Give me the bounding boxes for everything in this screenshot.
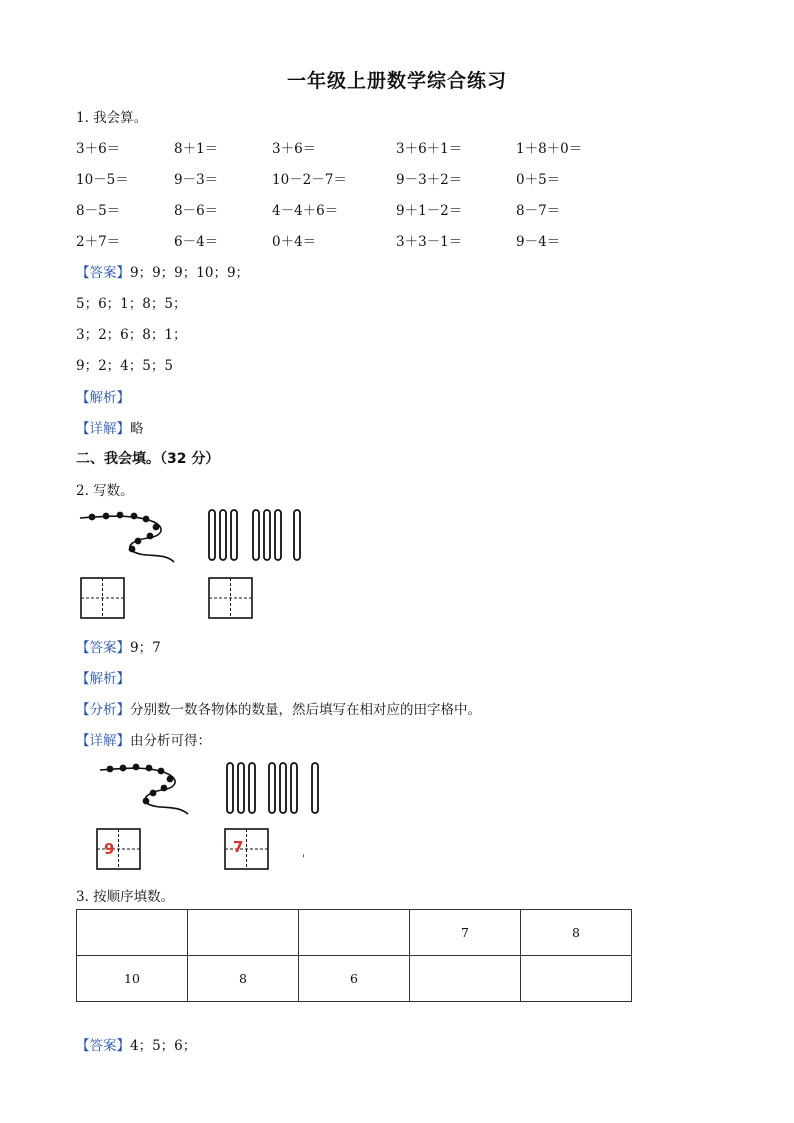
sticks-image xyxy=(206,508,306,562)
calc-item: 3＋6＋1＝ xyxy=(396,141,463,157)
bead-string-image xyxy=(76,508,186,566)
calc-item: 3＋6＝ xyxy=(272,141,317,157)
q1-answer-line: 9；2；4；5；5 xyxy=(76,358,173,374)
detail-text: 略 xyxy=(130,421,144,437)
table-cell: 7 xyxy=(410,910,521,956)
section-heading: 二、我会填。（32 分） xyxy=(76,451,220,467)
calc-row xyxy=(76,168,636,188)
calc-item: 6－4＝ xyxy=(174,234,219,250)
sticks-image xyxy=(224,761,324,815)
calc-item: 1＋8＋0＝ xyxy=(516,141,583,157)
calc-item: 4－4＋6＝ xyxy=(272,203,339,219)
table-cell: 8 xyxy=(188,956,299,1002)
q2-answer xyxy=(76,636,161,656)
table-cell[interactable] xyxy=(521,956,632,1002)
tian-grid-box[interactable] xyxy=(80,577,126,619)
q1-answer-line: 3；2；6；8；1； xyxy=(76,327,187,343)
calc-item: 8－5＝ xyxy=(76,203,121,219)
fenxi-tag: 【分析】 xyxy=(76,702,130,718)
analysis-tag: 【解析】 xyxy=(76,671,130,687)
table-row xyxy=(77,910,632,956)
calc-item: 3＋6＝ xyxy=(76,141,121,157)
filled-tian-grid-box xyxy=(224,828,270,870)
detail-tag: 【详解】 xyxy=(76,421,130,437)
calc-item: 8－7＝ xyxy=(516,203,561,219)
calc-row xyxy=(76,137,636,157)
page-title: 一年级上册数学综合练习 xyxy=(286,70,507,92)
filled-tian-grid-box xyxy=(96,828,142,870)
bead-string-image xyxy=(96,760,196,818)
calc-item: 8－6＝ xyxy=(174,203,219,219)
filled-digit: 7 xyxy=(233,838,244,856)
analysis-tag: 【解析】 xyxy=(76,390,130,406)
fenxi-text: 分别数一数各物体的数量，然后填写在相对应的田字格中。 xyxy=(130,702,481,718)
calc-item: 0＋4＝ xyxy=(272,234,317,250)
calc-item: 0＋5＝ xyxy=(516,172,561,188)
answer-text: 9；9；9；10；9； xyxy=(130,265,250,281)
q1-answer-line xyxy=(76,261,249,281)
calc-item: 9－4＝ xyxy=(516,234,561,250)
answer-tag: 【答案】 xyxy=(76,640,130,656)
filled-digit: 9 xyxy=(104,840,115,858)
question-2-label: 2. 写数。 xyxy=(76,483,134,499)
calc-item: 2＋7＝ xyxy=(76,234,121,250)
table-cell[interactable] xyxy=(299,910,410,956)
q1-detail xyxy=(76,417,144,437)
tian-grid-frame xyxy=(224,828,270,870)
calc-item: 10－2－7＝ xyxy=(272,172,347,188)
table-cell: 10 xyxy=(77,956,188,1002)
answer-text: 4；5；6； xyxy=(130,1038,197,1054)
table-cell[interactable] xyxy=(410,956,521,1002)
q2-detail xyxy=(76,729,211,749)
tian-grid-box[interactable] xyxy=(208,577,254,619)
calc-item: 8＋1＝ xyxy=(174,141,219,157)
calc-row xyxy=(76,230,636,250)
table-row xyxy=(77,956,632,1002)
answer-text: 9；7 xyxy=(130,640,161,656)
table-cell: 6 xyxy=(299,956,410,1002)
answer-tag: 【答案】 xyxy=(76,1038,130,1054)
q1-answer-line: 5；6；1；8；5； xyxy=(76,296,187,312)
question-3-label: 3. 按顺序填数。 xyxy=(76,889,175,905)
calc-item: 3＋3－1＝ xyxy=(396,234,463,250)
tian-grid-frame xyxy=(96,828,142,870)
q2-fenxi xyxy=(76,698,481,718)
stray-mark: ' xyxy=(302,854,305,865)
table-cell: 8 xyxy=(521,910,632,956)
detail-text: 由分析可得： xyxy=(130,733,211,749)
detail-tag: 【详解】 xyxy=(76,733,130,749)
calc-item: 9－3＋2＝ xyxy=(396,172,463,188)
table-cell[interactable] xyxy=(77,910,188,956)
calc-item: 9＋1－2＝ xyxy=(396,203,463,219)
calc-item: 10－5＝ xyxy=(76,172,129,188)
calc-item: 9－3＝ xyxy=(174,172,219,188)
q3-answer xyxy=(76,1034,196,1054)
answer-tag: 【答案】 xyxy=(76,265,130,281)
calc-row xyxy=(76,199,636,219)
question-1-label: 1. 我会算。 xyxy=(76,110,148,126)
sequence-table xyxy=(76,909,632,1002)
table-cell[interactable] xyxy=(188,910,299,956)
